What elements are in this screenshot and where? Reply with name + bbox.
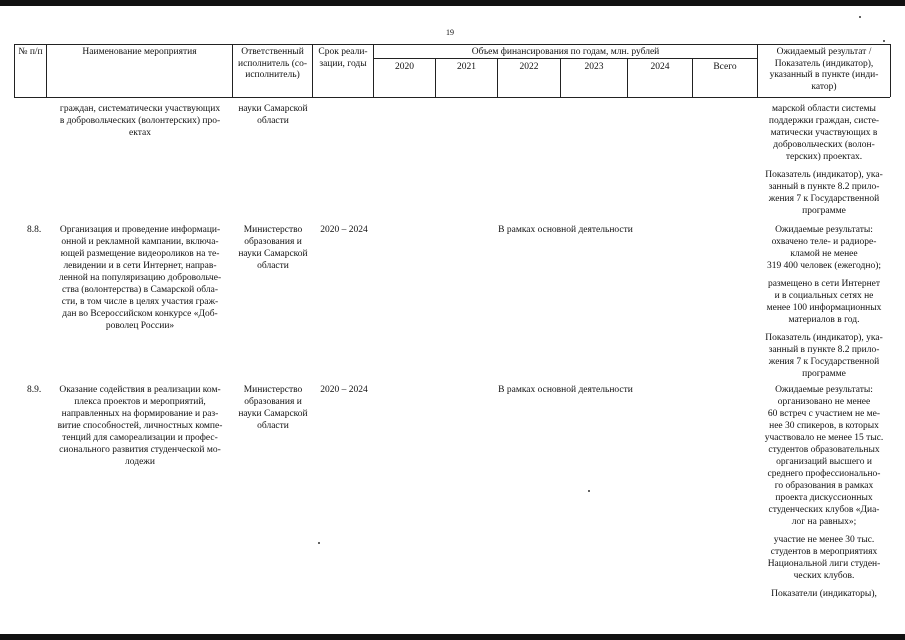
row-number: 8.8. [27,225,42,235]
result-paragraph: размещено в сети Интернет и в социальных сетях не менее 100 информационных материалов в год. [766,279,882,325]
row-financing: В рамках основной деятельности [498,385,633,395]
scan-speck [859,16,861,18]
header-year-2021: 2021 [457,62,476,72]
row-name: Организация и проведение информаци- онной и рекламной кампании, включа- ющей размещение видеороликов на те- левидении и в сети Интернет, направ- ленной на популяризацию добровольче- ства (волонтерства) в Самарской обла- сти, в том числе в целях участия граж- дан во Всероссийском конкурсе «Доб- роволец России» [58,225,222,331]
header-result: Ожидаемый результат / Показатель (индикатор), указанный в пункте (инди- катор) [769,47,879,92]
row-name: граждан, систематически участвующих в добровольческих (волонтерских) про- ектах [59,104,221,138]
header-year-2022: 2022 [519,62,539,72]
header-top-rule [14,44,890,45]
header-year-2020: 2020 [395,62,414,72]
scan-speck [588,490,590,492]
header-year-2023: 2023 [584,62,604,72]
row-results [757,103,891,223]
row-term: 2020 – 2024 [320,225,368,235]
header-num: № п/п [18,47,43,57]
row-results [757,224,891,386]
header-responsible: Ответственный исполнитель (со- исполнитель) [237,47,308,80]
row-responsible: Министерство образования и науки Самарской области [238,385,308,431]
header-financing: Объем финансирования по годам, млн. рублей [471,47,660,57]
result-paragraph: Показатели (индикаторы), [771,589,877,599]
result-paragraph: Показатель (индикатор), ука- занный в пункте 8.2 прило- жения 7 к Государственной программе [765,170,883,216]
row-name: Оказание содействия в реализации ком- плекса проектов и мероприятий, направленных на формирование и раз- витие способностей, личностных компе- тенций для самореализации и профес- сионального развития студенческой мо- лодежи [57,385,223,467]
scan-speck [318,542,320,544]
result-paragraph: участие не менее 30 тыс. студентов в мероприятиях Национальной лиги студен- ческих клубов. [767,535,881,581]
row-responsible: Министерство образования и науки Самарской области [238,225,308,271]
top-border [0,0,905,6]
row-number: 8.9. [27,385,42,395]
result-paragraph: Ожидаемые результаты: охвачено теле- и радиоре- кламой не менее 319 400 человек (ежегодно); [766,225,881,271]
header-bottom-rule [14,97,890,98]
result-paragraph: Ожидаемые результаты: организовано не менее 60 встреч с участием не ме- нее 30 спикеров, в которых участвовало не менее 15 тыс. студентов образовательных организаций высшего и среднего профессионально- го образования в рамках проекта дискуссионных студенческих клубов «Диа- лог на равных»; [764,385,884,527]
header-term: Срок реали- зации, годы [318,47,368,69]
row-responsible: науки Самарской области [238,104,308,126]
header-total: Всего [713,62,737,72]
result-paragraph: Показатель (индикатор), ука- занный в пункте 8.2 прило- жения 7 к Государственной программе [765,333,883,379]
row-financing: В рамках основной деятельности [498,225,633,235]
page-number: 19 [446,28,454,37]
scan-speck [883,40,885,42]
row-results [757,384,891,606]
col-divider [890,44,891,97]
row-term: 2020 – 2024 [320,385,368,395]
bottom-border [0,634,905,640]
header-year-2024: 2024 [650,62,670,72]
result-paragraph: марской области системы поддержки граждан, систе- матически участвующих в добровольческих (волон- терских) проектах. [768,104,880,162]
header-name: Наименование мероприятия [82,47,197,57]
